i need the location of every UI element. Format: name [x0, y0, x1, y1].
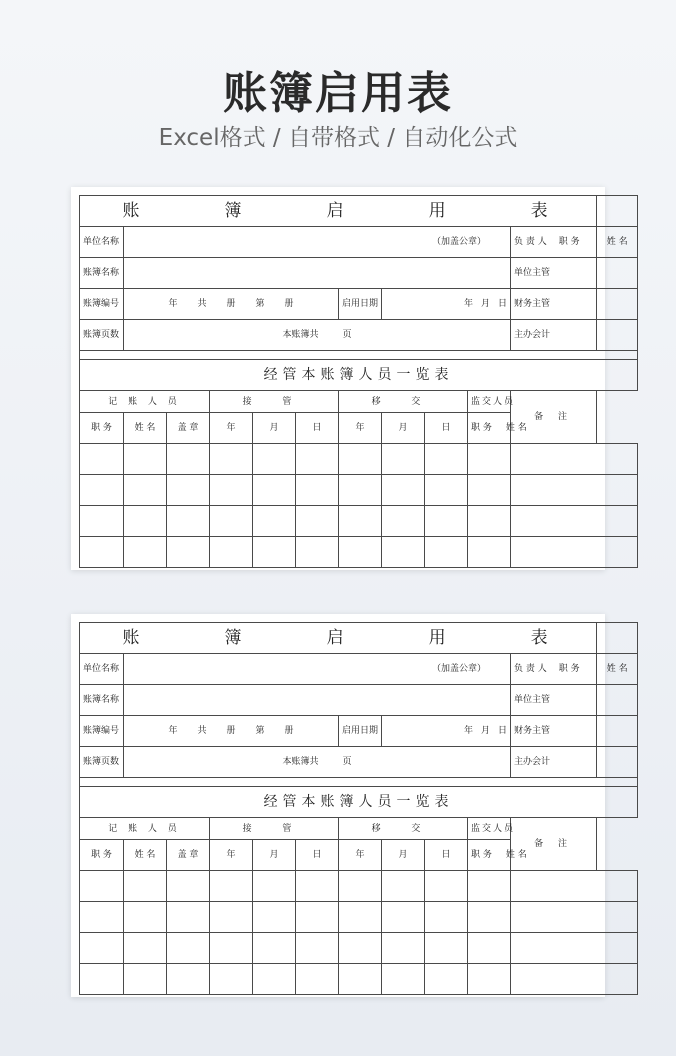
responsible-position-header: 负 责 人 职 务: [511, 227, 597, 258]
bookkeeper-header: 记 账 人 员: [80, 818, 210, 840]
blank-cell[interactable]: [511, 475, 638, 506]
takeover-header: 接 管: [210, 391, 339, 413]
col-takeover-year: 年: [210, 413, 253, 444]
blank-cell[interactable]: [80, 871, 124, 902]
blank-cell[interactable]: [511, 444, 638, 475]
blank-cell[interactable]: [80, 506, 124, 537]
blank-cell[interactable]: [339, 871, 382, 902]
blank-cell[interactable]: [339, 475, 382, 506]
blank-cell[interactable]: [511, 933, 638, 964]
blank-cell[interactable]: [124, 871, 167, 902]
ledger-table: [79, 195, 638, 568]
ledger-no-label: 账簿编号: [80, 716, 124, 747]
blank-cell[interactable]: [425, 506, 468, 537]
accountant-label: 主办会计: [511, 747, 597, 778]
blank-cell[interactable]: [167, 475, 210, 506]
blank-cell[interactable]: [339, 964, 382, 995]
blank-cell[interactable]: [80, 902, 124, 933]
blank-cell[interactable]: [511, 537, 638, 568]
supervisor-header: 监交人员: [468, 391, 511, 413]
blank-cell[interactable]: [425, 475, 468, 506]
blank-cell[interactable]: [253, 506, 296, 537]
blank-cell[interactable]: [253, 537, 296, 568]
blank-cell[interactable]: [253, 444, 296, 475]
blank-cell[interactable]: [382, 475, 425, 506]
ledger-no-label: 账簿编号: [80, 289, 124, 320]
table-row: [80, 506, 638, 537]
blank-cell[interactable]: [382, 871, 425, 902]
col-name: 姓 名: [124, 840, 167, 871]
finance-head-name[interactable]: [597, 289, 638, 320]
start-date-label: 启用日期: [339, 716, 382, 747]
seal-note: （加盖公章）: [124, 227, 511, 258]
pages-value: 本账簿共 页: [124, 747, 511, 778]
table-row: [80, 444, 638, 475]
blank-cell[interactable]: [253, 902, 296, 933]
blank-cell[interactable]: [468, 475, 511, 506]
blank-cell[interactable]: [382, 902, 425, 933]
col-takeover-day: 日: [296, 413, 339, 444]
blank-cell[interactable]: [382, 964, 425, 995]
blank-cell[interactable]: [511, 964, 638, 995]
blank-cell[interactable]: [468, 871, 511, 902]
unit-name-label: 单位名称: [80, 227, 124, 258]
blank-cell[interactable]: [425, 933, 468, 964]
blank-cell[interactable]: [253, 475, 296, 506]
table-row: [80, 475, 638, 506]
unit-head-label: 单位主管: [511, 258, 597, 289]
blank-cell[interactable]: [468, 933, 511, 964]
blank-cell[interactable]: [124, 444, 167, 475]
blank-cell[interactable]: [253, 964, 296, 995]
blank-cell[interactable]: [253, 933, 296, 964]
pages-value: 本账簿共 页: [124, 320, 511, 351]
blank-cell[interactable]: [296, 537, 339, 568]
col-supervisor: 职 务 姓 名: [468, 413, 511, 444]
start-date-label: 启用日期: [339, 289, 382, 320]
remarks-header: 备 注: [511, 391, 597, 444]
blank-cell[interactable]: [253, 871, 296, 902]
blank-cell[interactable]: [511, 902, 638, 933]
blank-cell[interactable]: [124, 902, 167, 933]
blank-cell[interactable]: [468, 964, 511, 995]
col-handover-day: 日: [425, 413, 468, 444]
blank-cell[interactable]: [296, 871, 339, 902]
blank-cell[interactable]: [210, 537, 253, 568]
blank-cell[interactable]: [210, 871, 253, 902]
blank-cell[interactable]: [210, 506, 253, 537]
blank-cell[interactable]: [468, 506, 511, 537]
blank-cell[interactable]: [511, 506, 638, 537]
blank-cell[interactable]: [468, 444, 511, 475]
seal-note: （加盖公章）: [124, 654, 511, 685]
col-position: 职 务: [80, 840, 124, 871]
start-date-value: 年 月 日: [382, 716, 511, 747]
blank-cell[interactable]: [296, 964, 339, 995]
unit-name-label: 单位名称: [80, 654, 124, 685]
pages-label: 账簿页数: [80, 747, 124, 778]
blank-cell[interactable]: [210, 933, 253, 964]
blank-cell[interactable]: [425, 964, 468, 995]
accountant-name[interactable]: [597, 747, 638, 778]
roster-title: 经管本账簿人员一览表: [80, 360, 638, 391]
ledger-name-value[interactable]: [124, 258, 511, 289]
unit-head-label: 单位主管: [511, 685, 597, 716]
blank-cell[interactable]: [124, 933, 167, 964]
blank-cell[interactable]: [468, 537, 511, 568]
blank-cell[interactable]: [167, 964, 210, 995]
roster-title: 经管本账簿人员一览表: [80, 787, 638, 818]
page-subtitle: Excel格式 / 自带格式 / 自动化公式: [158, 125, 518, 151]
col-handover-month: 月: [382, 413, 425, 444]
handover-header: 移 交: [339, 391, 468, 413]
blank-cell[interactable]: [425, 537, 468, 568]
table-row: [80, 964, 638, 995]
blank-cell[interactable]: [167, 871, 210, 902]
blank-cell[interactable]: [296, 902, 339, 933]
ledger-name-value[interactable]: [124, 685, 511, 716]
blank-cell[interactable]: [339, 933, 382, 964]
name-header: 姓 名: [597, 654, 638, 685]
blank-cell[interactable]: [511, 871, 638, 902]
table-row: [80, 871, 638, 902]
name-header: 姓 名: [597, 227, 638, 258]
blank-cell[interactable]: [124, 537, 167, 568]
finance-head-label: 财务主管: [511, 716, 597, 747]
table-row: [80, 537, 638, 568]
blank-cell[interactable]: [339, 506, 382, 537]
pages-label: 账簿页数: [80, 320, 124, 351]
ledger-card-1: [71, 187, 628, 570]
blank-cell[interactable]: [167, 902, 210, 933]
col-seal: 盖 章: [167, 413, 210, 444]
blank-cell[interactable]: [339, 444, 382, 475]
blank-cell[interactable]: [296, 933, 339, 964]
bookkeeper-header: 记 账 人 员: [80, 391, 210, 413]
col-handover-day: 日: [425, 840, 468, 871]
ledger-no-value: 年 共 册 第 册: [124, 289, 339, 320]
blank-cell[interactable]: [425, 871, 468, 902]
blank-cell[interactable]: [296, 506, 339, 537]
accountant-name[interactable]: [597, 320, 638, 351]
blank-cell[interactable]: [382, 537, 425, 568]
finance-head-label: 财务主管: [511, 289, 597, 320]
blank-cell[interactable]: [80, 475, 124, 506]
col-handover-month: 月: [382, 840, 425, 871]
col-handover-year: 年: [339, 413, 382, 444]
blank-cell[interactable]: [167, 537, 210, 568]
blank-cell[interactable]: [80, 933, 124, 964]
col-position: 职 务: [80, 413, 124, 444]
blank-cell[interactable]: [167, 933, 210, 964]
col-takeover-year: 年: [210, 840, 253, 871]
col-takeover-day: 日: [296, 840, 339, 871]
start-date-value: 年 月 日: [382, 289, 511, 320]
supervisor-header: 监交人员: [468, 818, 511, 840]
blank-cell[interactable]: [339, 537, 382, 568]
col-seal: 盖 章: [167, 840, 210, 871]
blank-cell[interactable]: [425, 444, 468, 475]
blank-cell[interactable]: [382, 933, 425, 964]
ledger-name-label: 账簿名称: [80, 258, 124, 289]
blank-cell[interactable]: [296, 475, 339, 506]
table-row: [80, 902, 638, 933]
blank-cell[interactable]: [210, 902, 253, 933]
blank-cell[interactable]: [339, 902, 382, 933]
blank-cell[interactable]: [425, 902, 468, 933]
accountant-label: 主办会计: [511, 320, 597, 351]
blank-cell[interactable]: [382, 506, 425, 537]
col-takeover-month: 月: [253, 413, 296, 444]
blank-cell[interactable]: [468, 902, 511, 933]
ledger-card-2: [71, 614, 628, 997]
ledger-form-title: 账 簿 启 用 表: [80, 196, 597, 227]
blank-cell[interactable]: [124, 475, 167, 506]
col-handover-year: 年: [339, 840, 382, 871]
blank-cell[interactable]: [167, 444, 210, 475]
remarks-header: 备 注: [511, 818, 597, 871]
col-name: 姓 名: [124, 413, 167, 444]
blank-cell[interactable]: [80, 444, 124, 475]
blank-cell[interactable]: [80, 964, 124, 995]
ledger-table: [79, 622, 638, 995]
blank-cell[interactable]: [210, 444, 253, 475]
unit-head-name[interactable]: [597, 258, 638, 289]
finance-head-name[interactable]: [597, 716, 638, 747]
blank-cell[interactable]: [124, 964, 167, 995]
handover-header: 移 交: [339, 818, 468, 840]
col-takeover-month: 月: [253, 840, 296, 871]
blank-cell[interactable]: [296, 444, 339, 475]
ledger-form-title: 账 簿 启 用 表: [80, 623, 597, 654]
blank-cell[interactable]: [124, 506, 167, 537]
blank-cell[interactable]: [167, 506, 210, 537]
col-supervisor: 职 务 姓 名: [468, 840, 511, 871]
blank-cell[interactable]: [382, 444, 425, 475]
takeover-header: 接 管: [210, 818, 339, 840]
blank-cell[interactable]: [210, 964, 253, 995]
page-title: 账簿启用表: [223, 68, 453, 119]
ledger-name-label: 账簿名称: [80, 685, 124, 716]
ledger-no-value: 年 共 册 第 册: [124, 716, 339, 747]
responsible-position-header: 负 责 人 职 务: [511, 654, 597, 685]
table-row: [80, 933, 638, 964]
unit-head-name[interactable]: [597, 685, 638, 716]
blank-cell[interactable]: [210, 475, 253, 506]
blank-cell[interactable]: [80, 537, 124, 568]
